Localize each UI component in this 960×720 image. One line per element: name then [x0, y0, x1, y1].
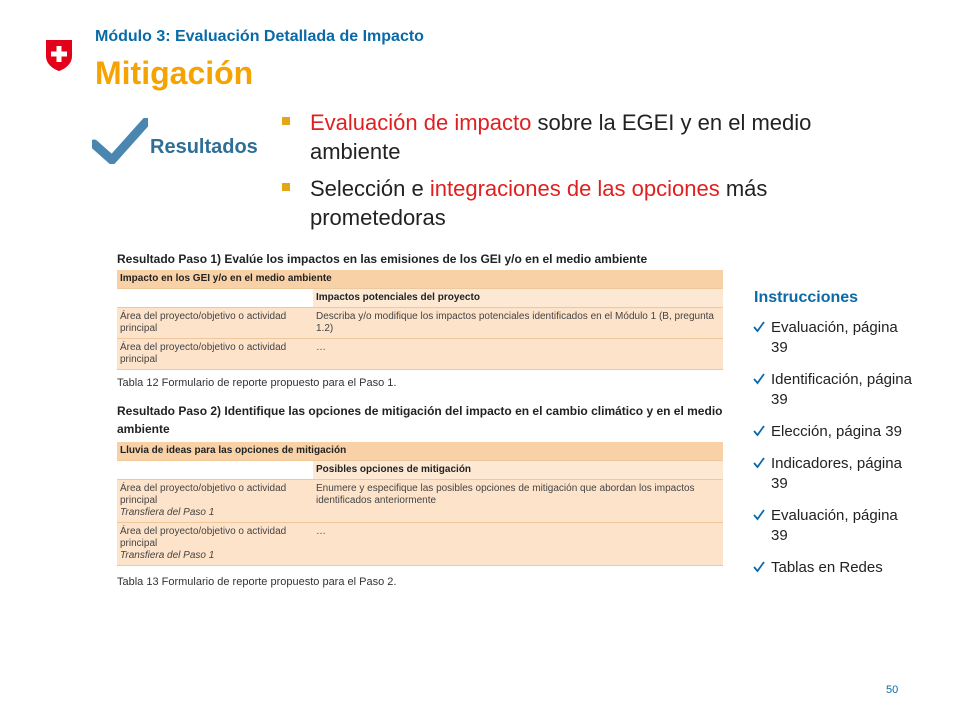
instruction-item — [752, 370, 912, 410]
table-row — [117, 523, 723, 566]
paso2-band: Lluvia de ideas para las opciones de mitigación — [117, 442, 723, 461]
table-row — [117, 480, 723, 523]
bullet-list — [282, 108, 892, 240]
bullet-text: Selección e — [310, 176, 430, 201]
row-value: … — [313, 523, 723, 566]
instruction-text: Elección, página 39 — [771, 423, 902, 440]
bullet-text: sobre la EGEI y en el medio ambiente — [310, 110, 812, 164]
check-icon — [752, 320, 766, 334]
paso2-caption: Tabla 13 Formulario de reporte propuesto para el Paso 2. — [117, 576, 397, 588]
row-value: Enumere y especifique las posibles opciones de mitigación que abordan los impactos identificados anteriormente — [313, 480, 723, 523]
instructions-list — [752, 318, 912, 590]
instruction-text: Identificación, página 39 — [771, 371, 912, 408]
row-note: Transfiera del Paso 1 — [120, 507, 215, 518]
check-icon — [752, 372, 766, 386]
instruction-item — [752, 422, 912, 442]
instruction-item — [752, 558, 912, 578]
instruction-text: Evaluación, página 39 — [771, 507, 898, 544]
row-label: Área del proyecto/objetivo o actividad principal — [120, 483, 287, 506]
table-row — [117, 339, 723, 370]
check-icon — [752, 560, 766, 574]
paso1-band: Impacto en los GEI y/o en el medio ambiente — [117, 270, 723, 289]
empty-cell — [117, 461, 313, 480]
paso2-column-header: Posibles opciones de mitigación — [313, 461, 723, 480]
row-label: Área del proyecto/objetivo o actividad principal — [120, 526, 287, 549]
bullet-item — [282, 108, 892, 166]
paso2-table — [117, 442, 723, 566]
row-label: Área del proyecto/objetivo o actividad principal — [117, 308, 313, 339]
check-icon — [752, 424, 766, 438]
paso1-table — [117, 270, 723, 370]
instruction-item — [752, 318, 912, 358]
empty-cell — [117, 289, 313, 308]
paso1-caption: Tabla 12 Formulario de reporte propuesto para el Paso 1. — [117, 377, 397, 389]
module-subtitle: Módulo 3: Evaluación Detallada de Impacto — [95, 28, 424, 45]
row-label-cell — [117, 523, 313, 566]
square-bullet-icon — [282, 117, 290, 125]
row-value: Describa y/o modifique los impactos potenciales identificados en el Módulo 1 (B, pregunta 1.2) — [313, 308, 723, 339]
instruction-text: Tablas en Redes — [771, 559, 883, 576]
instruction-text: Evaluación, página 39 — [771, 319, 898, 356]
row-label-cell — [117, 480, 313, 523]
instructions-title: Instrucciones — [754, 289, 859, 306]
page-number: 50 — [886, 684, 899, 696]
row-label: Área del proyecto/objetivo o actividad principal — [117, 339, 313, 370]
bullet-item — [282, 174, 892, 232]
square-bullet-icon — [282, 183, 290, 191]
page-title: Mitigación — [95, 55, 254, 91]
paso1-heading: Resultado Paso 1) Evalúe los impactos en las emisiones de los GEI y/o en el medio ambiente — [117, 252, 648, 266]
bullet-text: más prometedoras — [310, 176, 768, 230]
instruction-text: Indicadores, página 39 — [771, 455, 902, 492]
bullet-highlight: integraciones de las opciones — [429, 176, 720, 201]
paso1-column-header: Impactos potenciales del proyecto — [313, 289, 723, 308]
bullet-highlight: Evaluación de impacto — [310, 110, 532, 135]
swiss-shield-logo-icon — [44, 38, 74, 72]
check-icon — [752, 456, 766, 470]
row-note: Transfiera del Paso 1 — [120, 550, 215, 561]
checkmark-icon — [92, 118, 148, 164]
instruction-item — [752, 454, 912, 494]
results-label: Resultados — [150, 136, 258, 158]
check-icon — [752, 508, 766, 522]
instruction-item — [752, 506, 912, 546]
row-value: … — [313, 339, 723, 370]
table-row — [117, 308, 723, 339]
paso2-heading: Resultado Paso 2) Identifique las opciones de mitigación del impacto en el cambio climático y en el medio ambiente — [117, 404, 723, 436]
